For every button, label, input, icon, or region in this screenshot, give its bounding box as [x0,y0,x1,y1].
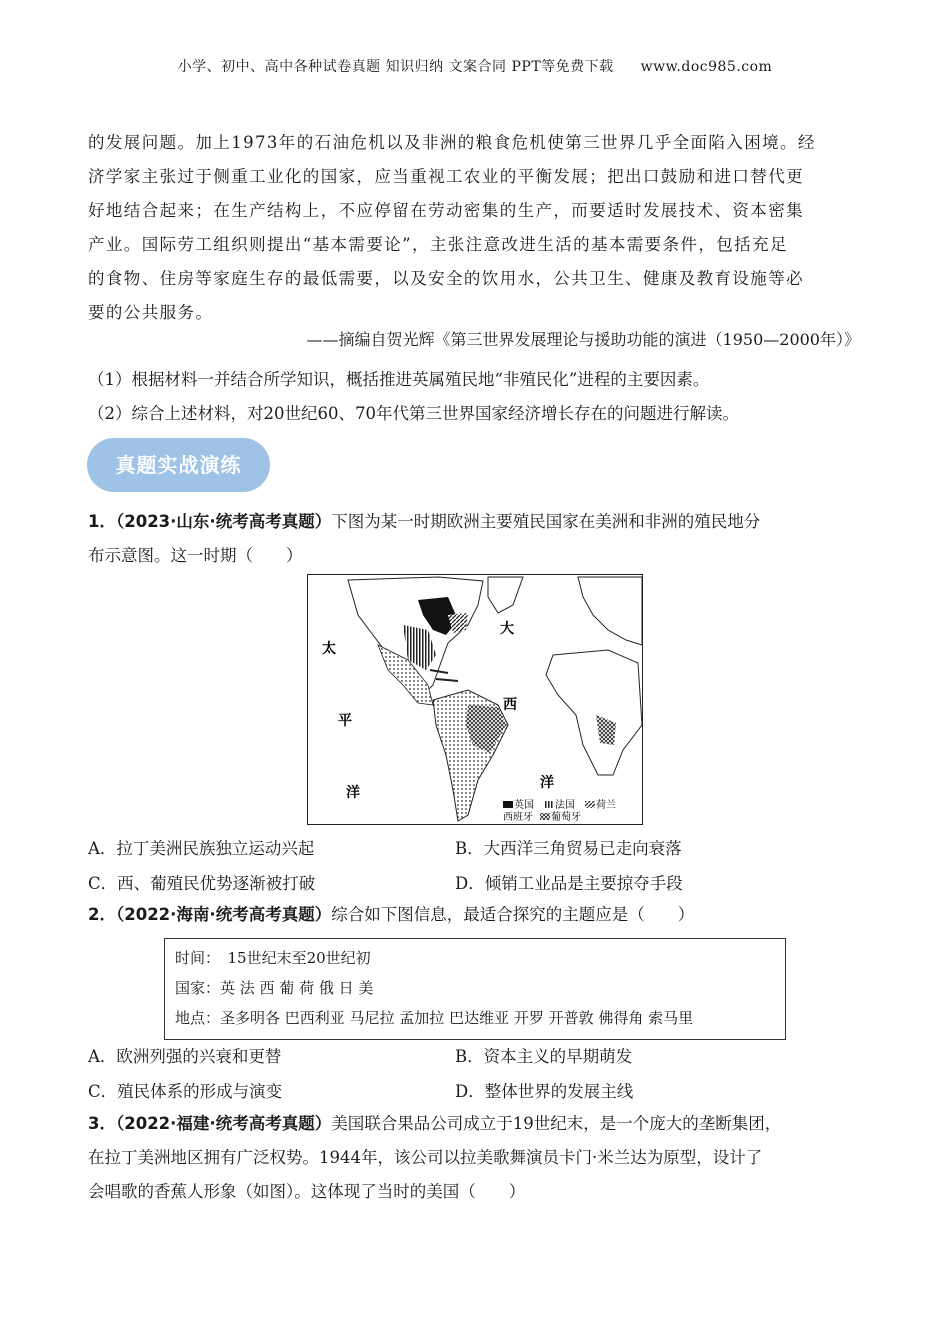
legend-label: 葡萄牙 [551,812,581,823]
q2-box-time: 时间： 15世纪末至20世纪初 [175,949,371,967]
q1-option-c[interactable]: C．西、葡殖民优势逐渐被打破 [88,874,316,893]
section-banner: 真题实战演练 [87,438,270,492]
header-url[interactable]: www.doc985.com [640,59,773,75]
q3-stem-line3: 会唱歌的香蕉人形象（如图）。这体现了当时的美国（ ） [88,1182,526,1201]
q1-stem-line1: 下图为某一时期欧洲主要殖民国家在美洲和非洲的殖民地分 [331,512,761,531]
europe-outline [578,577,642,645]
legend-swatch-portugal [540,813,550,820]
material-line: 产业。国际劳工组织则提出“基本需要论”，主张注意改进生活的基本需要条件，包括充足 [88,235,788,254]
legend-label: 法国 [555,800,575,811]
ocean-label: 西 [503,697,517,713]
q2-stem-text: 综合如下图信息，最适合探究的主题应是（ ） [331,905,695,924]
legend-swatch-netherlands [585,801,595,808]
page-header [0,56,950,76]
ocean-label: 平 [338,713,352,729]
q3-source-tag: （2022·福建·统考高考真题） [115,1114,332,1133]
legend-label: 荷兰 [596,800,616,811]
q1-stem-line2: 布示意图。这一时期（ ） [88,546,303,565]
ocean-label: 太 [322,641,336,657]
legend-label: 西班牙 [503,812,533,823]
ocean-label: 洋 [346,785,360,801]
q2-info-box [164,938,786,1040]
q2-option-d[interactable]: D．整体世界的发展主线 [455,1082,634,1101]
q2-stem [88,898,878,932]
legend-label: 英国 [514,800,534,811]
subquestion-2: （2）综合上述材料，对20世纪60、70年代第三世界国家经济增长存在的问题进行解读。 [88,404,739,423]
q1-option-a[interactable]: A．拉丁美洲民族独立运动兴起 [88,839,315,858]
q2-box-places: 地点：圣多明各 巴西利亚 马尼拉 孟加拉 巴达维亚 开罗 开普敦 佛得角 索马里 [175,1009,694,1027]
q1-source-tag: （2023·山东·统考高考真题） [115,512,332,531]
q2-number: 2． [88,905,116,924]
legend-swatch-france [544,801,554,808]
material-line: 要的公共服务。 [88,303,214,322]
map-legend [503,798,616,823]
subquestion-1: （1）根据材料一并结合所学知识，概括推进英属殖民地“非殖民化”进程的主要因素。 [88,370,710,389]
q3-stem-line2: 在拉丁美洲地区拥有广泛权势。1944年，该公司以拉美歌舞演员卡门·米兰达为原型，设计了 [88,1148,763,1167]
colonial-map [307,574,643,825]
africa-outline [546,650,642,775]
q1-number: 1． [88,512,116,531]
q3-stem-line1: 美国联合果品公司成立于19世纪末，是一个庞大的垄断集团， [331,1114,782,1133]
ocean-label: 洋 [540,775,554,791]
material-line: 济学家主张过于侧重工业化的国家，应当重视工农业的平衡发展；把出口鼓励和进口替代更 [88,167,804,186]
material-paragraph [88,126,863,330]
greenland-outline [488,577,523,613]
q1-option-b[interactable]: B．大西洋三角贸易已走向衰落 [455,839,682,858]
q1-option-d[interactable]: D．倾销工业品是主要掠夺手段 [455,874,683,893]
q2-option-c[interactable]: C．殖民体系的形成与演变 [88,1082,283,1101]
q2-option-b[interactable]: B．资本主义的早期萌发 [455,1047,633,1066]
material-source: ——摘编自贺光辉《第三世界发展理论与援助功能的演进（1950—2000年）》 [306,330,860,349]
q3-stem [88,1107,878,1209]
q3-number: 3． [88,1114,116,1133]
q2-option-a[interactable]: A．欧洲列强的兴衰和更替 [88,1047,282,1066]
header-text: 小学、初中、高中各种试卷真题 知识归纳 文案合同 PPT等免费下载 [177,59,614,75]
q2-source-tag: （2022·海南·统考高考真题） [115,905,332,924]
legend-swatch-britain [503,801,513,808]
q1-stem [88,505,878,573]
map-graphic [308,575,642,824]
ocean-label: 大 [500,621,514,637]
q2-box-countries: 国家：英 法 西 葡 荷 俄 日 美 [175,979,374,997]
material-line: 的发展问题。加上1973年的石油危机以及非洲的粮食危机使第三世界几乎全面陷入困境。经 [88,133,816,152]
material-line: 好地结合起来；在生产结构上，不应停留在劳动密集的生产，而要适时发展技术、资本密集 [88,201,804,220]
material-line: 的食物、住房等家庭生存的最低需要，以及安全的饮用水，公共卫生、健康及教育设施等必 [88,269,804,288]
